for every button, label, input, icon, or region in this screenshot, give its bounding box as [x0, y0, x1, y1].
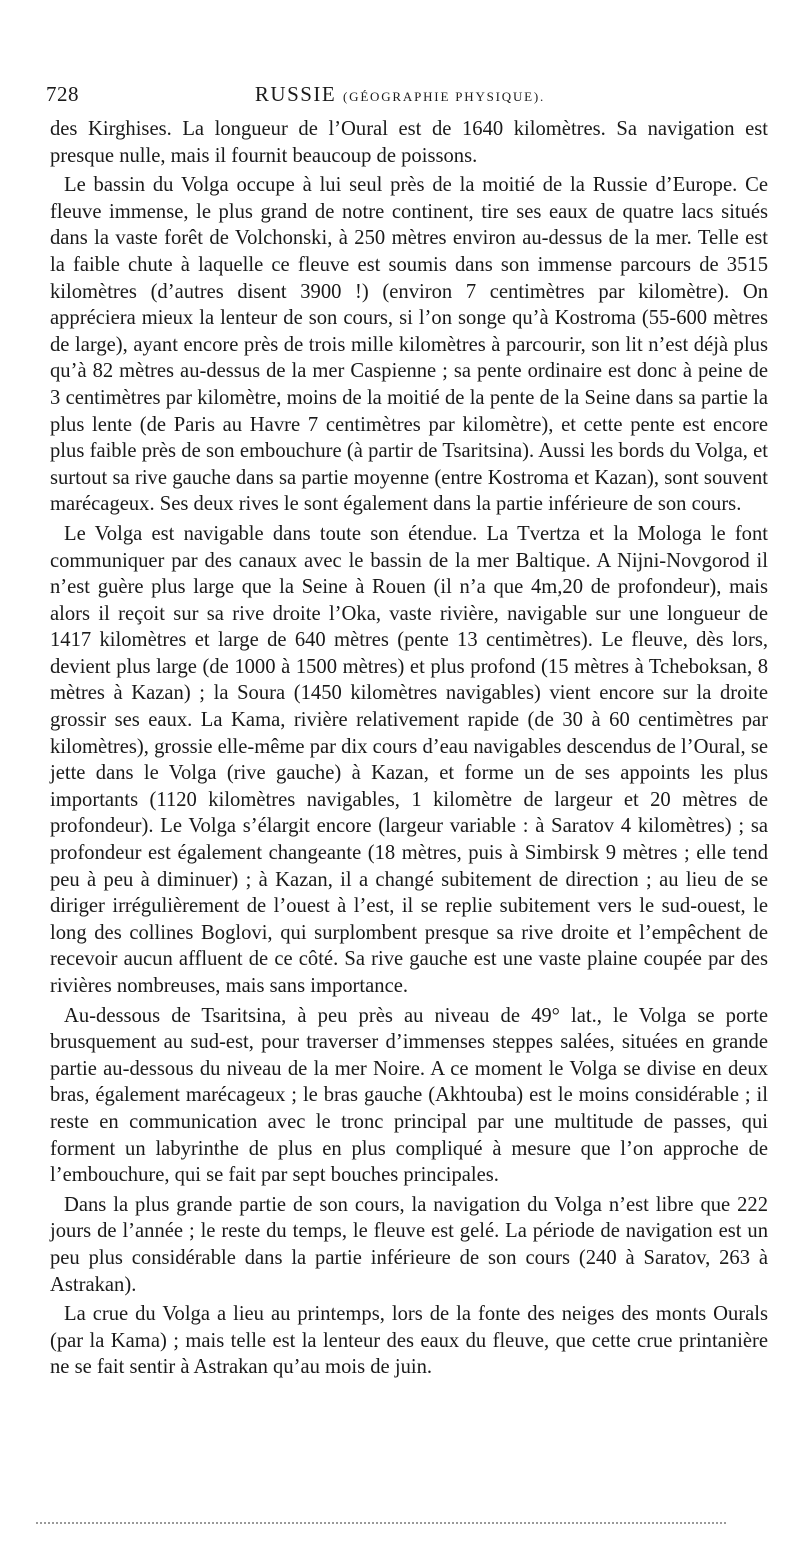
paragraph-3: Le Volga est navigable dans toute son étendue. La Tvertza et la Mologa le font communiquer par des canaux avec le bassin de la mer Baltique. A Nijni-Novgorod il n’est guère plus large que la Seine à Rouen (il n’a que 4m,20 de profondeur), mais alors il reçoit sur sa rive droite l’Oka, vaste rivière, navigable sur une longueur de 1417 kilomètres et large de 640 mètres (pente 13 centimètres). Le fleuve, dès lors, devient plus large (de 1000 à 1500 mètres) et plus profond (15 mètres à Tcheboksan, 8 mètres à Kazan) ; la Soura (1450 kilomètres navigables) vient encore sur la droite grossir ses eaux. La Kama, rivière relativement rapide (de 30 à 60 centimètres par kilomètres), grossie elle-même par dix cours d’eau navigables descendus de l’Oural, se jette dans le Volga (rive gauche) à Kazan, et forme un de ses appoints les plus importants (1120 kilomètres navigables, 1 kilomètre de largeur et 20 mètres de profondeur). Le Volga s’élargit encore (largeur variable : à Saratov 4 kilomètres) ; sa profondeur est également changeante (18 mètres, puis à Simbirsk 9 mètres ; elle tend peu à peu à diminuer) ; à Kazan, il a changé subitement de direction ; au lieu de se diriger irrégulièrement de l’ouest à l’est, il se replie subitement vers le sud-ouest, le long des collines Boglovi, qui surplombent presque sa rive droite et l’empêchent de recevoir aucun affluent de ce côté. Sa rive gauche est une vaste plaine coupée par des rivières nombreuses, mais sans importance. [50, 522, 768, 997]
page-number: 728 [46, 82, 79, 106]
footer-rule [36, 1522, 726, 1524]
running-title [30, 82, 770, 107]
running-title-main: RUSSIE [254, 82, 337, 106]
page-header [30, 82, 770, 116]
paragraph-5: Dans la plus grande partie de son cours, la navigation du Volga n’est libre que 222 jours de l’année ; le reste du temps, le fleuve est gelé. La période de navigation est un peu plus considérable dans la partie inférieure de son cours (240 à Saratov, 263 à Astrakan). [50, 1193, 768, 1296]
paragraph-6: La crue du Volga a lieu au printemps, lors de la fonte des neiges des monts Ourals (par la Kama) ; mais telle est la lenteur des eaux du fleuve, que cette crue printanière ne se fait sentir à Astrakan qu’au mois de juin. [50, 1303, 768, 1379]
paragraph-2: Le bassin du Volga occupe à lui seul près de la moitié de la Russie d’Europe. Ce fleuve immense, le plus grand de notre continent, tire ses eaux de quatre lacs situés dans la vaste forêt de Volchonski, à 250 mètres environ au-dessus de la mer. Telle est la faible chute à laquelle ce fleuve est soumis dans son immense parcours de 3515 kilomètres (d’autres disent 3900 !) (environ 7 centimètres par kilomètre). On appréciera mieux la lenteur de son cours, si l’on songe qu’à Kostroma (55-600 mètres de large), ayant encore près de trois mille kilomètres à parcourir, son lit n’est déjà plus qu’à 82 mètres au-dessus de la mer Caspienne ; sa pente ordinaire est donc à peine de 3 centimètres par kilomètre, moins de la moitié de la pente de la Seine dans sa partie la plus lente (de Paris au Havre 7 centimètres par kilomètre), et cette pente est encore plus faible près de son embouchure (à partir de Tsaritsina). Aussi les bords du Volga, et surtout sa rive gauche dans sa partie moyenne (entre Kostroma et Kazan), sont souvent marécageux. Ses deux rives le sont également dans la partie inférieure de son cours. [50, 174, 768, 516]
paragraph-4: Au-dessous de Tsaritsina, à peu près au niveau de 49° lat., le Volga se porte brusquement au sud-est, pour traverser d’immenses steppes salées, situées en grande partie au-dessous du niveau de la mer Noire. A ce moment le Volga se divise en deux bras, également marécageux ; le bras gauche (Akhtouba) est le moins considérable ; il reste en communication avec le tronc principal par une multitude de passes, qui forment un labyrinthe de plus en plus compliqué à mesure que l’on approche de l’embouchure, qui se fait par sept bouches principales. [50, 1004, 768, 1187]
body-text [50, 116, 768, 1381]
paragraph-1: des Kirghises. La longueur de l’Oural est de 1640 kilomètres. Sa navigation est presque nulle, mais il fournit beaucoup de poissons. [50, 118, 768, 167]
running-title-sub: (GÉOGRAPHIE PHYSIQUE). [343, 89, 546, 104]
